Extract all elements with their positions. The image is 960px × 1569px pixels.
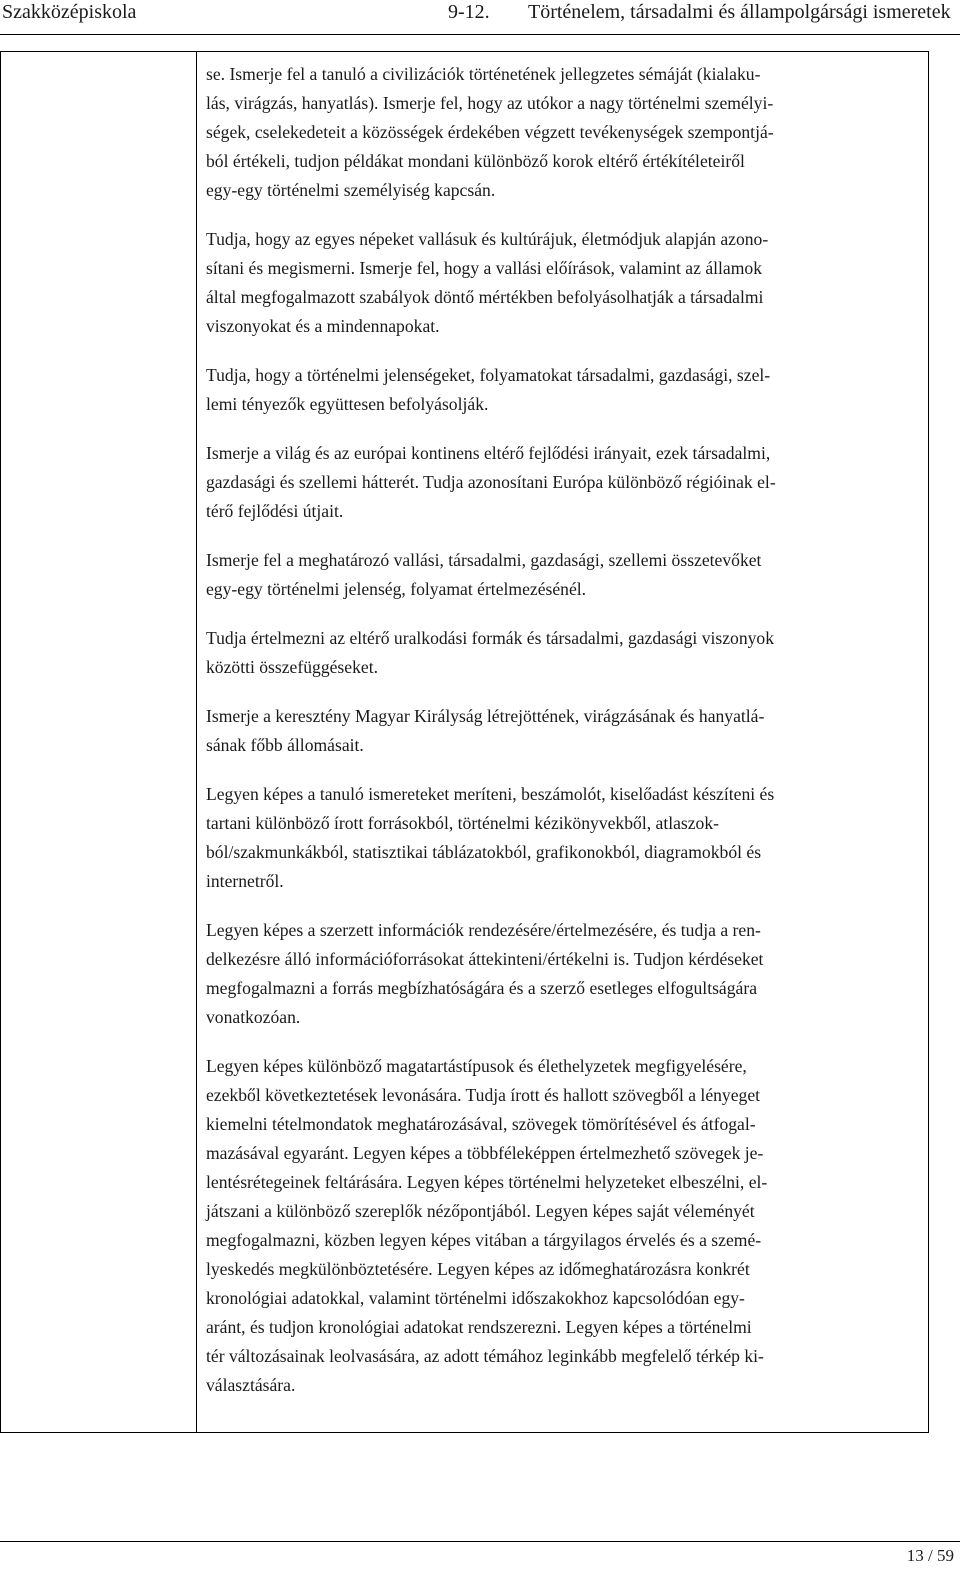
text-line: Ismerje a világ és az európai kontinens eltérő fejlődési irányait, ezek társadalmi, [206,443,771,463]
paragraph [206,60,926,205]
paragraph [206,439,926,526]
text-line: kiemelni tételmondatok meghatározásával, szövegek tömörítésével és átfogal- [206,1114,756,1134]
text-line: megfogalmazni a forrás megbízhatóságára és a szerző esetleges elfogultságára [206,978,758,998]
text-line: Legyen képes különböző magatartástípusok és élethelyzetek megfigyelésére, [206,1056,747,1076]
text-line: mazásával egyaránt. Legyen képes a többféleképpen értelmezhető szövegek je- [206,1143,764,1163]
page-header [0,0,960,35]
text-line: közötti összefüggéseket. [206,657,378,677]
paragraph [206,624,926,682]
text-line: egy-egy történelmi jelenség, folyamat értelmezésénél. [206,579,587,599]
text-line: aránt, és tudjon kronológiai adatokat rendszerezni. Legyen képes a történelmi [206,1317,752,1337]
text-line: Legyen képes a tanuló ismereteket meríteni, beszámolót, kiselőadást készíteni és [206,784,775,804]
text-line: se. Ismerje fel a tanuló a civilizációk történetének jellegzetes sémáját (kialaku- [206,64,761,84]
header-subject: Történelem, társadalmi és állampolgársági ismeretek [528,1,951,23]
footer-rule [0,1541,960,1542]
text-line: Tudja, hogy a történelmi jelenségeket, folyamatokat társadalmi, gazdasági, szel- [206,365,771,385]
text-line: Tudja, hogy az egyes népeket vallásuk és kultúrájuk, életmódjuk alapján azono- [206,229,769,249]
header-school: Szakközépiskola [2,1,137,23]
text-line: sítani és megismerni. Ismerje fel, hogy a vallási előírások, valamint az államok [206,258,762,278]
paragraph [206,361,926,419]
paragraph [206,546,926,604]
paragraph [206,702,926,760]
text-line: Ismerje fel a meghatározó vallási, társadalmi, gazdasági, szellemi összetevőket [206,550,762,570]
text-line: kronológiai adatokkal, valamint történelmi időszakokhoz kapcsolódóan egy- [206,1288,745,1308]
text-line: tér változásainak leolvasására, az adott témához leginkább megfelelő térkép ki- [206,1346,764,1366]
text-line: ból/szakmunkákból, statisztikai táblázatokból, grafikonokból, diagramokból és [206,842,762,862]
text-line: Tudja értelmezni az eltérő uralkodási formák és társadalmi, gazdasági viszonyok [206,628,775,648]
text-line: sának főbb állomásait. [206,735,364,755]
text-line: tartani különböző írott forrásokból, történelmi kézikönyvekből, atlaszok- [206,813,720,833]
text-line: által megfogalmazott szabályok döntő mértékben befolyásolhatják a társadalmi [206,287,764,307]
text-line: játszani a különböző szereplők nézőpontjából. Legyen képes saját véleményét [206,1201,755,1221]
text-line: ezekből következtetések levonására. Tudja írott és hallott szövegből a lényeget [206,1085,761,1105]
paragraph [206,780,926,896]
text-line: egy-egy történelmi személyiség kapcsán. [206,180,496,200]
page-number: 13 / 59 [906,1546,954,1565]
text-line: lyeskedés megkülönböztetésére. Legyen képes az időmeghatározásra konkrét [206,1259,750,1279]
text-line: Legyen képes a szerzett információk rendezésére/értelmezésére, és tudja a ren- [206,920,761,940]
text-line: térő fejlődési útjait. [206,501,344,521]
text-line: ból értékeli, tudjon példákat mondani különböző korok eltérő értékítéleteiről [206,151,745,171]
header-grades: 9-12. [448,1,490,23]
text-line: internetről. [206,871,284,891]
paragraph [206,225,926,341]
text-line: Ismerje a keresztény Magyar Királyság létrejöttének, virágzásának és hanyatlá- [206,706,765,726]
text-line: lentésrétegeinek feltárására. Legyen képes történelmi helyzeteket elbeszélni, el- [206,1172,768,1192]
table-right-column [206,60,926,1420]
paragraph [206,1052,926,1400]
text-line: lemi tényezők együttesen befolyásolják. [206,394,489,414]
text-line: ségek, cselekedeteit a közösségek érdekében végzett tevékenységek szempontjá- [206,122,774,142]
text-line: viszonyokat és a mindennapokat. [206,316,440,336]
content-table [0,51,929,1433]
text-line: vonatkozóan. [206,1007,301,1027]
text-line: lás, virágzás, hanyatlás). Ismerje fel, hogy az utókor a nagy történelmi személyi- [206,93,774,113]
paragraph [206,916,926,1032]
text-line: választására. [206,1375,296,1395]
text-line: megfogalmazni, közben legyen képes vitában a tárgyilagos érvelés és a szemé- [206,1230,762,1250]
text-line: gazdasági és szellemi hátterét. Tudja azonosítani Európa különböző régióinak el- [206,472,776,492]
table-left-column [1,52,197,1432]
text-line: delkezésre álló információforrásokat áttekinteni/értékelni is. Tudjon kérdéseket [206,949,764,969]
